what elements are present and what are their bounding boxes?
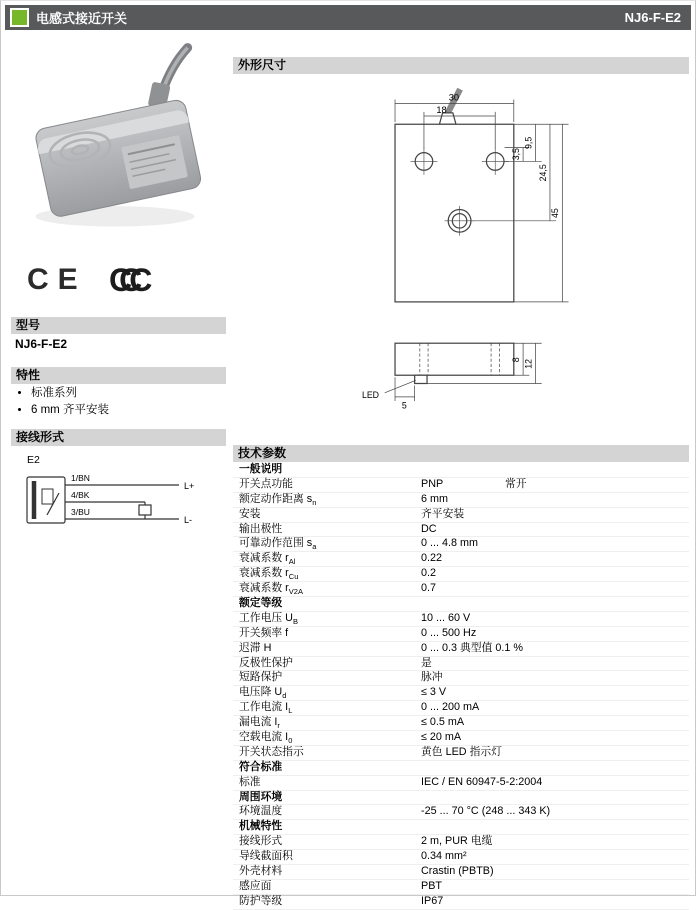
ce-mark: CE — [27, 263, 87, 296]
dim-45: 45 — [550, 208, 561, 218]
tech-row-label: 衰减系数 $r_{Cu}$ — [239, 567, 299, 582]
dim-9-5: 9,5 — [523, 136, 534, 149]
tech-row-value: 0 ... 500 Hz — [421, 626, 477, 639]
tech-row-label: 接线形式 — [239, 835, 283, 848]
tech-row-label: 迟滞 H — [239, 641, 272, 654]
tech-row-value: ≤ 3 V — [421, 686, 447, 699]
tech-row-value: 6 mm — [421, 492, 448, 505]
tech-row — [233, 686, 689, 701]
tech-row-value: 0 ... 4.8 mm — [421, 537, 478, 550]
tech-row-label: 额定动作距离 $s_n$ — [239, 492, 317, 507]
dim-5: 5 — [401, 400, 407, 411]
wire-label-bn: 1/BN — [71, 473, 90, 483]
features-list — [15, 385, 109, 419]
tech-row — [233, 671, 689, 686]
tech-row-label: 输出极性 — [239, 522, 283, 535]
tech-row — [233, 552, 689, 567]
tech-row-value: IP67 — [421, 894, 444, 907]
tech-row-label: 衰减系数 $r_{Al}$ — [239, 552, 296, 567]
tech-row — [233, 776, 689, 791]
tech-row — [233, 582, 689, 597]
model-section-header: 型号 — [11, 317, 226, 334]
dimensions-section-header: 外形尺寸 — [233, 57, 689, 74]
product-photo-drawing — [13, 45, 217, 249]
tech-row-value: 0.7 — [421, 582, 437, 595]
wiring-diagram-drawing — [17, 447, 222, 567]
header-model-number: NJ6-F-E2 — [624, 10, 681, 25]
feature-item: • 标准系列 — [31, 385, 109, 402]
tech-row-value: 是 — [421, 656, 432, 669]
tech-row — [233, 805, 689, 820]
tech-row-label: 感应面 — [239, 879, 272, 892]
tech-row-value: ≤ 20 mA — [421, 731, 462, 744]
dim-24-5: 24,5 — [537, 164, 548, 182]
dim-12: 12 — [523, 358, 534, 369]
tech-row-label: 外壳材料 — [239, 865, 283, 878]
tech-row-label: 防护等级 — [239, 894, 283, 907]
wire-label-lminus: L- — [184, 515, 193, 525]
tech-row-value: ≤ 0.5 mA — [421, 716, 465, 729]
tech-row-value: PNP 常开 — [421, 477, 527, 490]
tech-row — [233, 493, 689, 508]
tech-row-label: 开关频率 f — [239, 626, 289, 639]
feature-item: • 6 mm 齐平安装 — [31, 402, 109, 419]
page-title: 电感式接近开关 — [36, 11, 128, 26]
tech-row — [233, 567, 689, 582]
product-photo — [13, 45, 217, 249]
tech-row-label: 电压降 $U_d$ — [239, 686, 287, 701]
tech-row-label: 环境温度 — [239, 805, 283, 818]
tech-row — [233, 657, 689, 672]
connection-section-header: 接线形式 — [11, 429, 226, 446]
tech-row-label: 标准 — [239, 775, 261, 788]
ccc-mark-drawing — [101, 253, 167, 305]
tech-group-header: 符合标准 — [233, 761, 689, 776]
model-value: NJ6-F-E2 — [15, 337, 68, 351]
tech-row-label: 开关状态指示 — [239, 745, 304, 758]
tech-group-header: 一般说明 — [233, 463, 689, 478]
tech-row-value: 0 ... 0.3 典型值 0.1 % — [421, 641, 524, 654]
tech-table — [233, 463, 689, 910]
tech-group-header: 周围环境 — [233, 791, 689, 806]
tech-group-header: 额定等级 — [233, 597, 689, 612]
tech-row — [233, 642, 689, 657]
tech-row-label: 工作电流 $I_L$ — [239, 701, 293, 716]
tech-row-value: IEC / EN 60947-5-2:2004 — [421, 775, 543, 788]
tech-row — [233, 865, 689, 880]
tech-row-label: 漏电流 $I_r$ — [239, 716, 280, 731]
features-section-header: 特性 — [11, 367, 226, 384]
dimension-drawing — [301, 85, 613, 431]
tech-row — [233, 850, 689, 865]
tech-row-value: Crastin (PBTB) — [421, 865, 494, 878]
tech-row — [233, 478, 689, 493]
tech-row — [233, 731, 689, 746]
wire-label-bk: 4/BK — [71, 490, 90, 500]
tech-row-value: 齐平安装 — [421, 507, 465, 520]
brand-icon — [10, 8, 29, 27]
tech-row-label: 开关点功能 — [239, 477, 293, 490]
wiring-variant-label: E2 — [27, 454, 40, 466]
dim-30: 30 — [448, 92, 460, 103]
tech-group-header: 机械特性 — [233, 820, 689, 835]
tech-section-header: 技术参数 — [233, 445, 689, 462]
tech-row-value: 0 ... 200 mA — [421, 701, 480, 714]
tech-row — [233, 612, 689, 627]
tech-row — [233, 880, 689, 895]
wiring-diagram — [17, 447, 222, 567]
header-bar — [5, 5, 691, 30]
led-label: LED — [361, 389, 380, 400]
tech-row-value: DC — [421, 522, 437, 535]
tech-row-label: 可靠动作范围 $s_a$ — [239, 537, 317, 552]
tech-row-label: 短路保护 — [239, 671, 283, 684]
tech-row-label: 导线截面积 — [239, 850, 293, 863]
tech-row-value: 0.34 mm² — [421, 850, 467, 863]
tech-row-label: 反极性保护 — [239, 656, 293, 669]
tech-row-value: -25 ... 70 °C (248 ... 343 K) — [421, 805, 551, 818]
tech-row-value: 黄色 LED 指示灯 — [421, 745, 502, 758]
wire-label-bu: 3/BU — [71, 507, 90, 517]
tech-row — [233, 523, 689, 538]
wire-label-lplus: L+ — [184, 481, 195, 491]
tech-row-label: 衰减系数 $r_{V2A}$ — [239, 582, 303, 597]
tech-row — [233, 537, 689, 552]
dim-18: 18 — [436, 104, 447, 115]
tech-row-label: 空载电流 $I_0$ — [239, 731, 293, 746]
tech-row — [233, 835, 689, 850]
ccc-mark-text: CCC — [109, 262, 140, 298]
dimension-drawing-svg — [301, 85, 613, 431]
dim-8: 8 — [510, 357, 521, 363]
tech-row — [233, 716, 689, 731]
dim-3-5: 3,5 — [510, 148, 521, 161]
tech-row-value: 0.22 — [421, 552, 443, 565]
tech-row-value: 2 m, PUR 电缆 — [421, 835, 493, 848]
tech-row — [233, 895, 689, 910]
tech-row — [233, 746, 689, 761]
tech-row — [233, 508, 689, 523]
tech-row-value: 脉冲 — [421, 671, 443, 684]
tech-row-value: 0.2 — [421, 567, 437, 580]
tech-row — [233, 701, 689, 716]
tech-row-label: 工作电压 $U_B$ — [239, 611, 298, 627]
tech-row-value: 10 ... 60 V — [421, 611, 471, 624]
tech-row-label: 安装 — [239, 507, 261, 520]
ccc-mark — [101, 253, 167, 305]
tech-row — [233, 627, 689, 642]
tech-row-value: PBT — [421, 879, 442, 892]
